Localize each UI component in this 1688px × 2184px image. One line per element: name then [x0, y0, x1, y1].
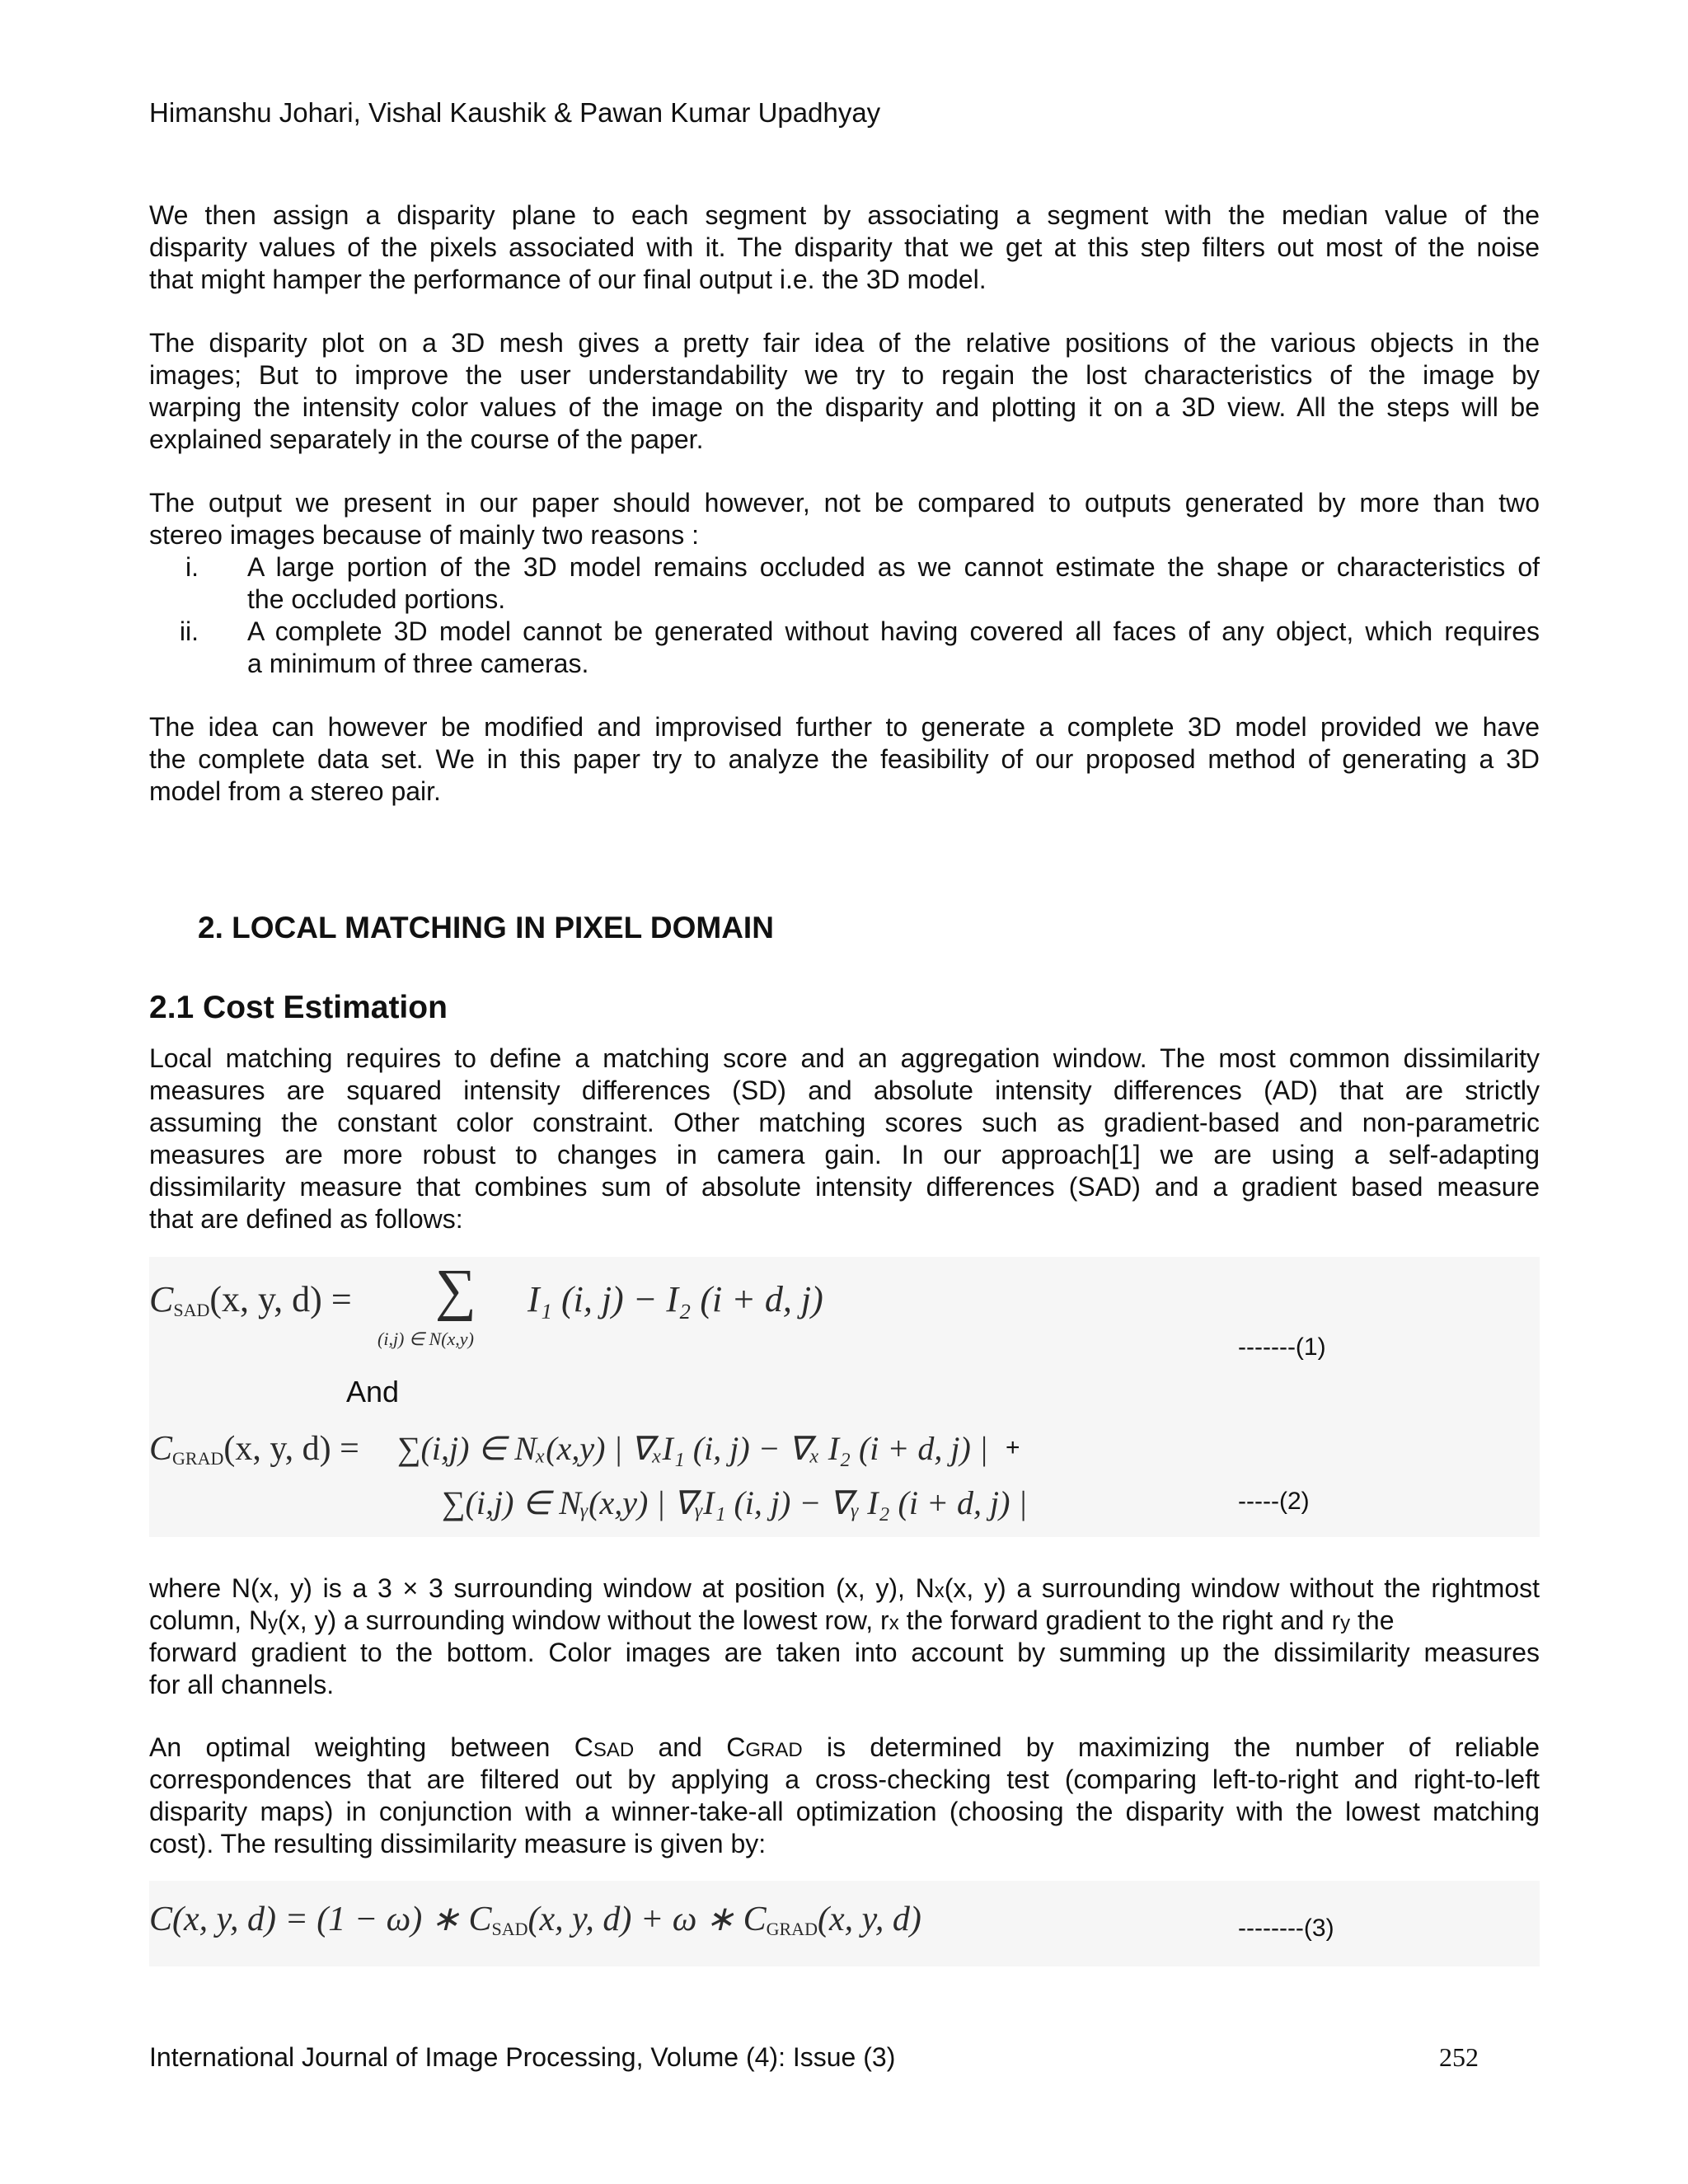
intro-p2-line-3: warping the intensity color values of the image on the disparity and plotting it on a 3D view. All the steps will be	[149, 392, 1540, 422]
eq1-number: -------(1)	[1238, 1333, 1326, 1361]
eq2-line-2: ∑(i,j) ∈ Nᵧ(x,y) | ∇ᵧI₁ (i, j) − ∇ᵧ I₂ (i + d, j) |	[442, 1484, 1028, 1521]
where-line-2-seg-7: the	[1350, 1605, 1395, 1635]
intro-p4-line-3: model from a stereo pair.	[149, 776, 441, 806]
weighting-line-3: disparity maps) in conjunction with a winner-take-all optimization (choosing the disparity with the lowest matching	[149, 1797, 1540, 1826]
cost-p1-line-1: Local matching requires to define a matching score and an aggregation window. The most common dissimilarity	[149, 1043, 1540, 1073]
list-item-ii-line-1: A complete 3D model cannot be generated without having covered all faces of any object, which requires	[247, 616, 1540, 646]
where-line-1-seg-3: (x, y) a surrounding window without the rightmost	[944, 1573, 1540, 1603]
eq1-lhs	[149, 1278, 352, 1321]
eq2-lhs	[149, 1429, 359, 1469]
where-line-2-seg-3: (x, y) a surrounding window without the lowest row, r	[278, 1605, 889, 1635]
intro-p2-line-4: explained separately in the course of the paper.	[149, 424, 704, 454]
where-line-2-seg-1: column, N	[149, 1605, 269, 1635]
footer-page-number: 252	[1439, 2042, 1479, 2072]
cost-p1-line-2: measures are squared intensity differences (SD) and absolute intensity differences (AD) that are strictly	[149, 1076, 1540, 1105]
eq2-lhs-c: C	[149, 1430, 173, 1468]
eq3-sub-sad: SAD	[491, 1919, 528, 1939]
eq3-sub-grad: GRAD	[766, 1919, 818, 1939]
weighting-line-2: correspondences that are filtered out by applying a cross-checking test (comparing left-to-right and right-to-left	[149, 1765, 1540, 1794]
eq3-part-1: C(x, y, d) = (1 − ω) ∗ C	[149, 1900, 492, 1938]
weighting-line-1-seg-3: and C	[634, 1732, 746, 1762]
weighting-line-1-seg-1: An optimal weighting between C	[149, 1732, 593, 1762]
where-line-4: for all channels.	[149, 1670, 335, 1699]
eq3-number: --------(3)	[1238, 1915, 1334, 1942]
eq2-line-1: ∑(i,j) ∈ Nₓ(x,y) | ∇ₓI₁ (i, j) − ∇ₓ I₂ (i + d, j) |	[397, 1430, 988, 1467]
eq2-lhs-sub: GRAD	[172, 1448, 224, 1469]
eq1-sum-range: (i,j) ∈ N(x,y)	[377, 1329, 474, 1349]
eq2-lhs-args: (x, y, d) =	[223, 1430, 359, 1468]
subsection-heading: 2.1 Cost Estimation	[149, 990, 448, 1025]
cost-p1-line-3: assuming the constant color constraint. Other matching scores such as gradient-based and non-parametric	[149, 1108, 1540, 1137]
weighting-grad: GRAD	[745, 1739, 803, 1761]
cost-p1-line-5: dissimilarity measure that combines sum of absolute intensity differences (SAD) and a gradient based measure	[149, 1172, 1540, 1202]
weighting-sad: SAD	[593, 1739, 635, 1761]
weighting-line-1	[149, 1732, 1540, 1766]
weighting-line-4: cost). The resulting dissimilarity measure is given by:	[149, 1829, 767, 1858]
eq2-plus: +	[1006, 1434, 1020, 1461]
list-item-i-line-1: A large portion of the 3D model remains occluded as we cannot estimate the shape or characteristics of	[247, 552, 1540, 582]
running-header-authors: Himanshu Johari, Vishal Kaushik & Pawan Kumar Upadhyay	[149, 97, 881, 128]
eq1-sum-sign: ∑	[435, 1258, 476, 1322]
where-line-1	[149, 1572, 1540, 1607]
where-line-1-seg-1: where N(x, y) is a 3 × 3 surrounding window at position (x, y), N	[149, 1573, 935, 1603]
eq1-lhs-sub: SAD	[173, 1300, 210, 1320]
eq3-part-2: (x, y, d) + ω ∗ C	[528, 1900, 767, 1938]
intro-p2-line-1: The disparity plot on a 3D mesh gives a pretty fair idea of the relative positions of the various objects in the	[149, 328, 1540, 358]
intro-p3-line-2: stereo images because of mainly two reasons :	[149, 520, 699, 550]
section-heading: 2. LOCAL MATCHING IN PIXEL DOMAIN	[198, 911, 774, 944]
and-connector: And	[346, 1375, 400, 1408]
intro-p1-line-2: disparity values of the pixels associated with it. The disparity that we get at this step filters out most of the noise	[149, 232, 1540, 262]
eq3-part-3: (x, y, d)	[817, 1900, 921, 1938]
eq3-formula	[149, 1898, 921, 1940]
where-line-2	[149, 1605, 1540, 1639]
weighting-line-1-seg-5: is determined by maximizing the number of reliable	[802, 1732, 1540, 1762]
intro-p2-line-2: images; But to improve the user understandability we try to regain the lost characteristics of the image by	[149, 360, 1540, 390]
list-item-ii-line-2: a minimum of three cameras.	[247, 649, 589, 678]
list-number-i: i.	[185, 552, 199, 582]
footer-journal: International Journal of Image Processing, Volume (4): Issue (3)	[149, 2042, 896, 2072]
list-number-ii: ii.	[179, 616, 199, 646]
eq1-lhs-args: (x, y, d) =	[209, 1279, 352, 1319]
where-line-3: forward gradient to the bottom. Color images are taken into account by summing up the dissimilarity measures	[149, 1638, 1540, 1667]
cost-p1-line-4: measures are more robust to changes in camera gain. In our approach[1] we are using a self-adapting	[149, 1140, 1540, 1169]
intro-p4-line-1: The idea can however be modified and improvised further to generate a complete 3D model provided we have	[149, 712, 1540, 742]
intro-p4-line-2: the complete data set. We in this paper try to analyze the feasibility of our proposed method of generating a 3D	[149, 744, 1540, 774]
intro-p1-line-3: that might hamper the performance of our final output i.e. the 3D model.	[149, 265, 987, 294]
eq1-lhs-c: C	[149, 1279, 174, 1319]
where-line-2-sub-x: x	[889, 1612, 899, 1634]
eq2-number: -----(2)	[1238, 1488, 1310, 1515]
intro-p3-line-1: The output we present in our paper should however, not be compared to outputs generated by more than two	[149, 488, 1540, 518]
where-line-2-sub-y: y	[268, 1612, 279, 1634]
where-line-2-sub-y2: y	[1340, 1612, 1351, 1634]
where-line-1-sub-x: x	[934, 1580, 945, 1602]
eq1-rhs: I₁ (i, j) − I₂ (i + d, j)	[528, 1279, 823, 1319]
where-line-2-seg-5: the forward gradient to the right and r	[898, 1605, 1341, 1635]
intro-p1-line-1: We then assign a disparity plane to each segment by associating a segment with the median value of the	[149, 200, 1540, 230]
list-item-i-line-2: the occluded portions.	[247, 584, 506, 614]
cost-p1-line-6: that are defined as follows:	[149, 1204, 463, 1234]
